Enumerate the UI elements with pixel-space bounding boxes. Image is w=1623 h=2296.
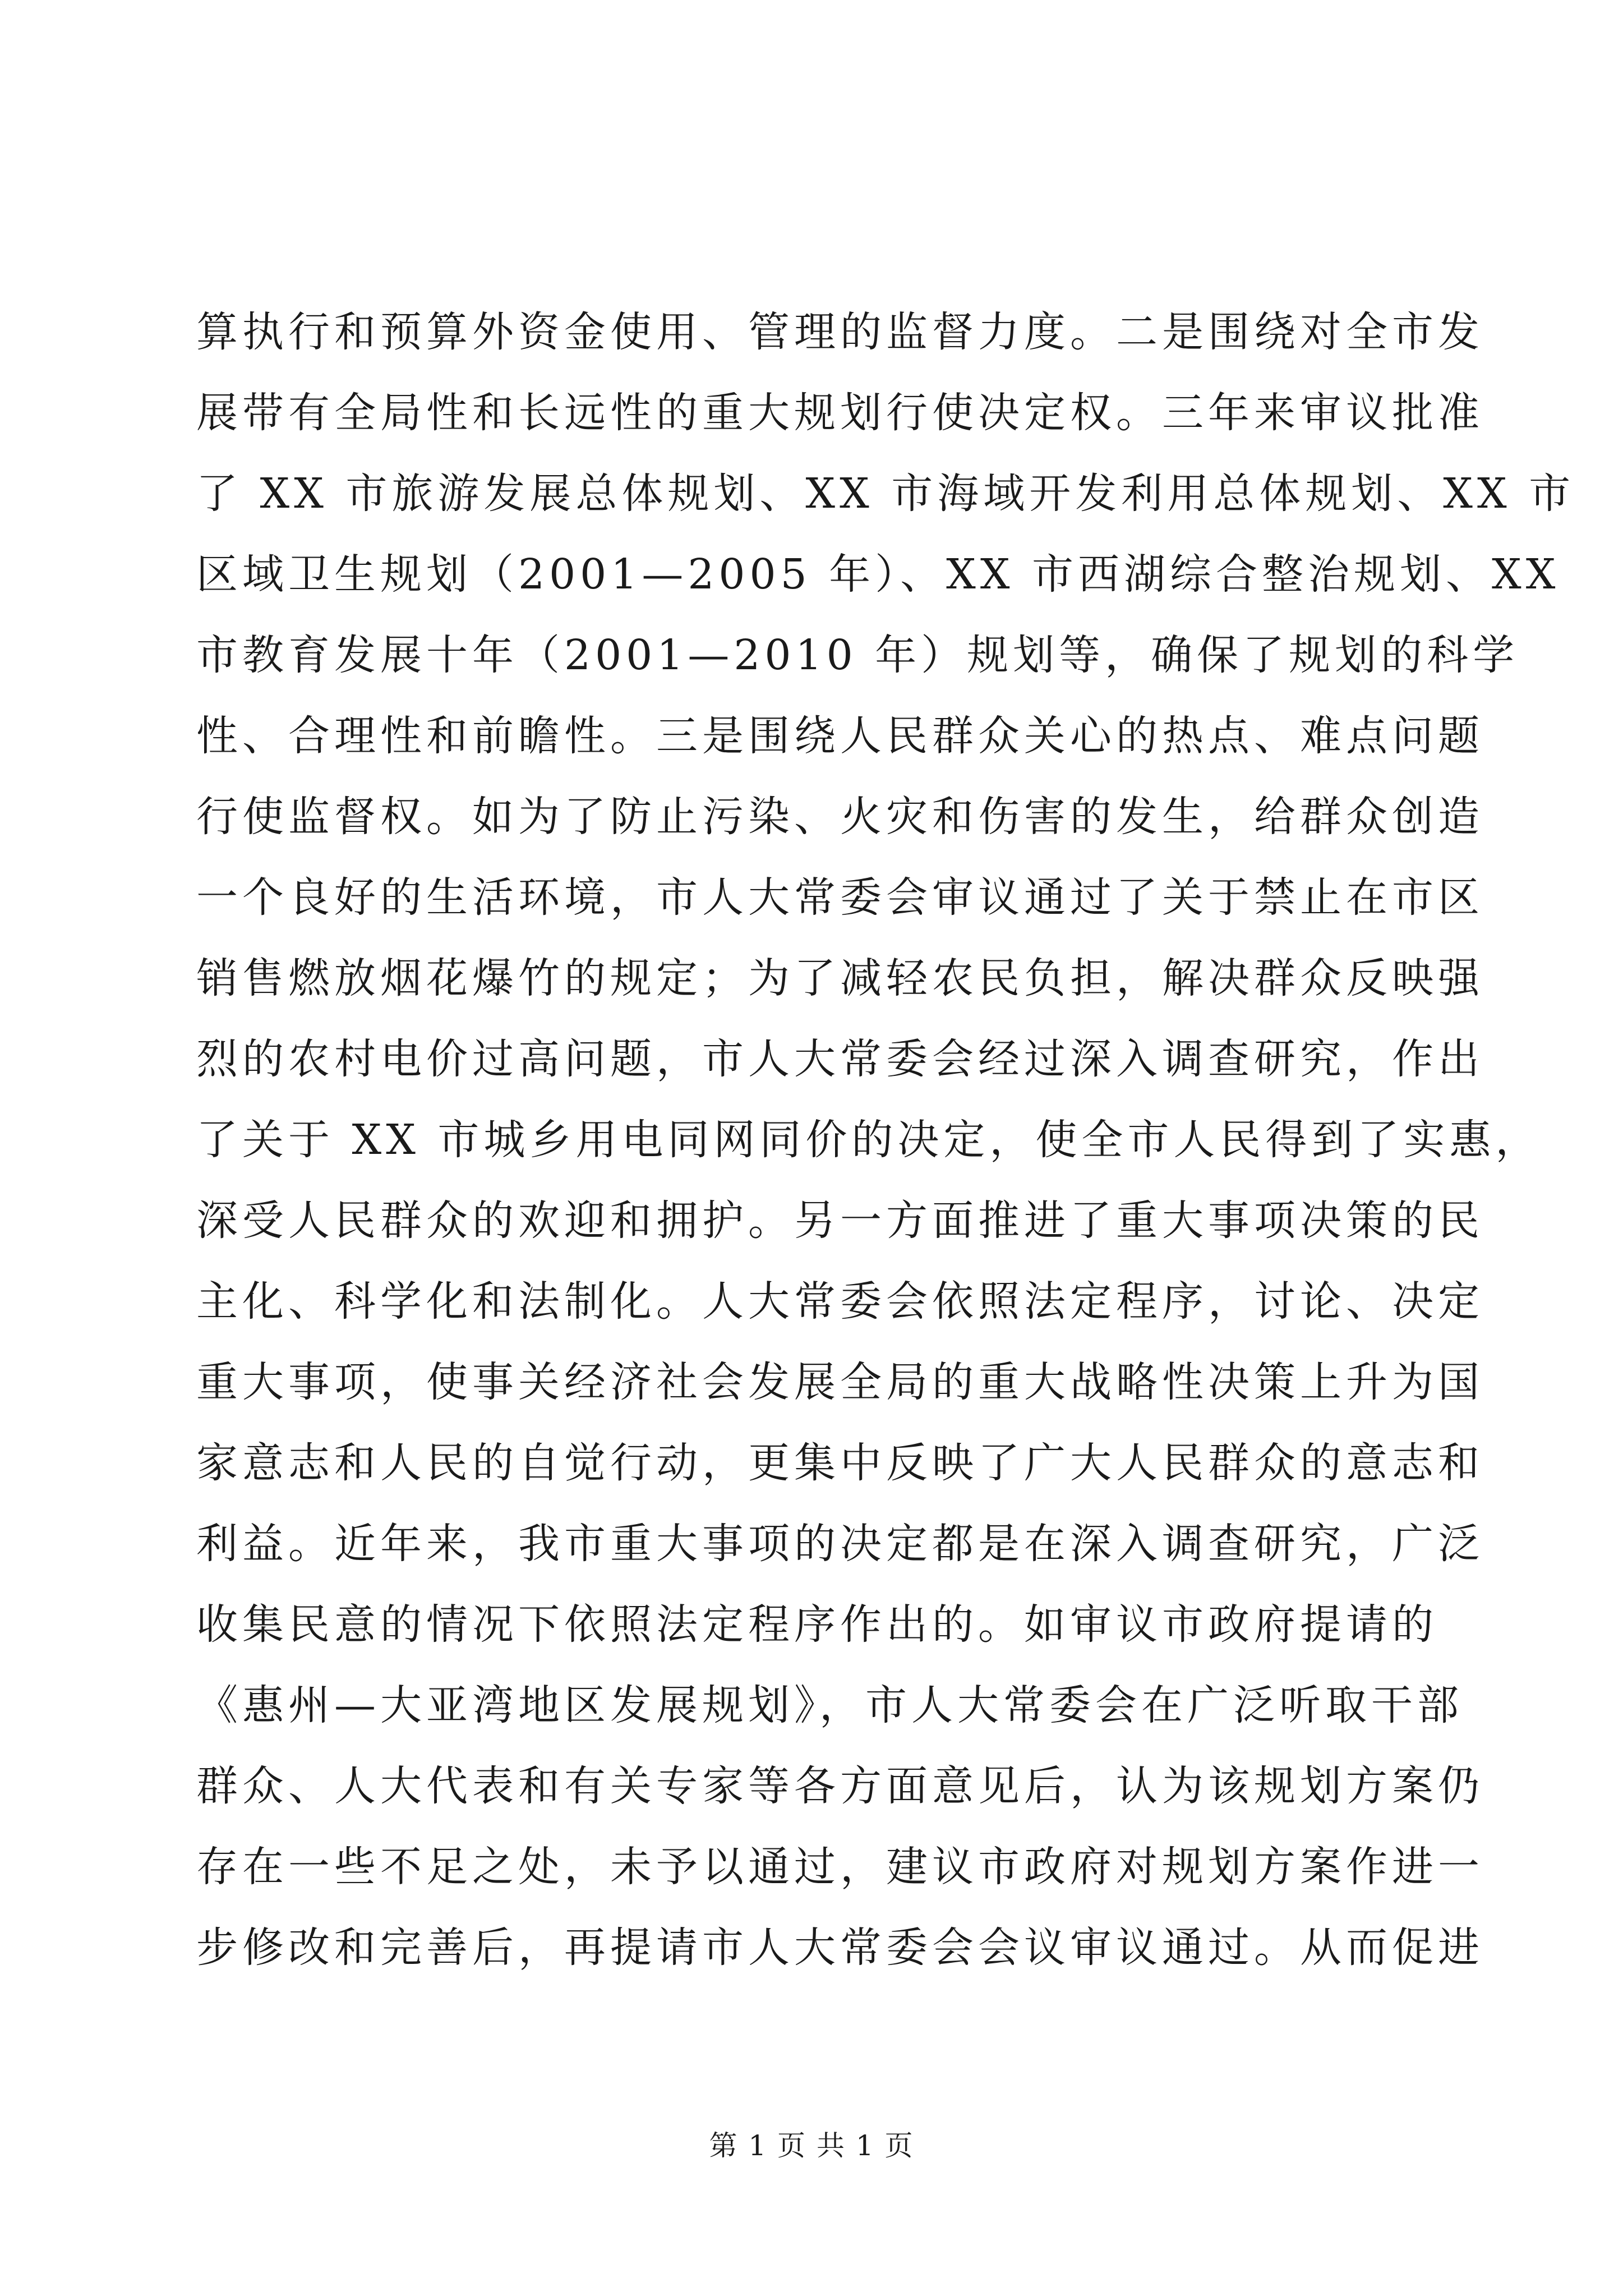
text-line: 烈的农村电价过高问题，市人大常委会经过深入调查研究，作出 bbox=[196, 1035, 1484, 1083]
text-line: 展带有全局性和长远性的重大规划行使决定权。三年来审议批准 bbox=[196, 389, 1484, 437]
text-line: 区域卫生规划（2001—2005 年）、XX 市西湖综合整治规划、XX bbox=[196, 550, 1560, 599]
text-line: 存在一些不足之处，未予以通过，建议市政府对规划方案作进一 bbox=[196, 1843, 1484, 1891]
text-line: 了关于 XX 市城乡用电同网同价的决定，使全市人民得到了实惠， bbox=[196, 1116, 1542, 1164]
text-line: 了 XX 市旅游发展总体规划、XX 市海域开发利用总体规划、XX 市 bbox=[196, 470, 1575, 518]
body-paragraph bbox=[196, 292, 1575, 1988]
text-line: 步修改和完善后，再提请市人大常委会会议审议通过。从而促进 bbox=[196, 1924, 1484, 1972]
text-line: 收集民意的情况下依照法定程序作出的。如审议市政府提请的 bbox=[196, 1600, 1438, 1649]
text-line: 重大事项，使事关经济社会发展全局的重大战略性决策上升为国 bbox=[196, 1358, 1484, 1406]
text-line: 群众、人大代表和有关专家等各方面意见后，认为该规划方案仍 bbox=[196, 1762, 1484, 1810]
text-line: 算执行和预算外资金使用、管理的监督力度。二是围绕对全市发 bbox=[196, 308, 1484, 356]
text-line: 性、合理性和前瞻性。三是围绕人民群众关心的热点、难点问题 bbox=[196, 712, 1484, 760]
text-line: 深受人民群众的欢迎和拥护。另一方面推进了重大事项决策的民 bbox=[196, 1197, 1484, 1245]
text-line: 利益。近年来，我市重大事项的决定都是在深入调查研究，广泛 bbox=[196, 1520, 1484, 1568]
text-line: 市教育发展十年（2001—2010 年）规划等，确保了规划的科学 bbox=[196, 631, 1519, 679]
text-line: 行使监督权。如为了防止污染、火灾和伤害的发生，给群众创造 bbox=[196, 793, 1484, 841]
text-line: 一个良好的生活环境，市人大常委会审议通过了关于禁止在市区 bbox=[196, 873, 1484, 922]
text-line: 《惠州—大亚湾地区发展规划》，市人大常委会在广泛听取干部 bbox=[196, 1681, 1463, 1729]
page-footer: 第 1 页 共 1 页 bbox=[709, 2129, 914, 2162]
text-line: 主化、科学化和法制化。人大常委会依照法定程序，讨论、决定 bbox=[196, 1277, 1484, 1326]
text-line: 家意志和人民的自觉行动，更集中反映了广大人民群众的意志和 bbox=[196, 1439, 1484, 1487]
text-line: 销售燃放烟花爆竹的规定；为了减轻农民负担，解决群众反映强 bbox=[196, 954, 1484, 1002]
